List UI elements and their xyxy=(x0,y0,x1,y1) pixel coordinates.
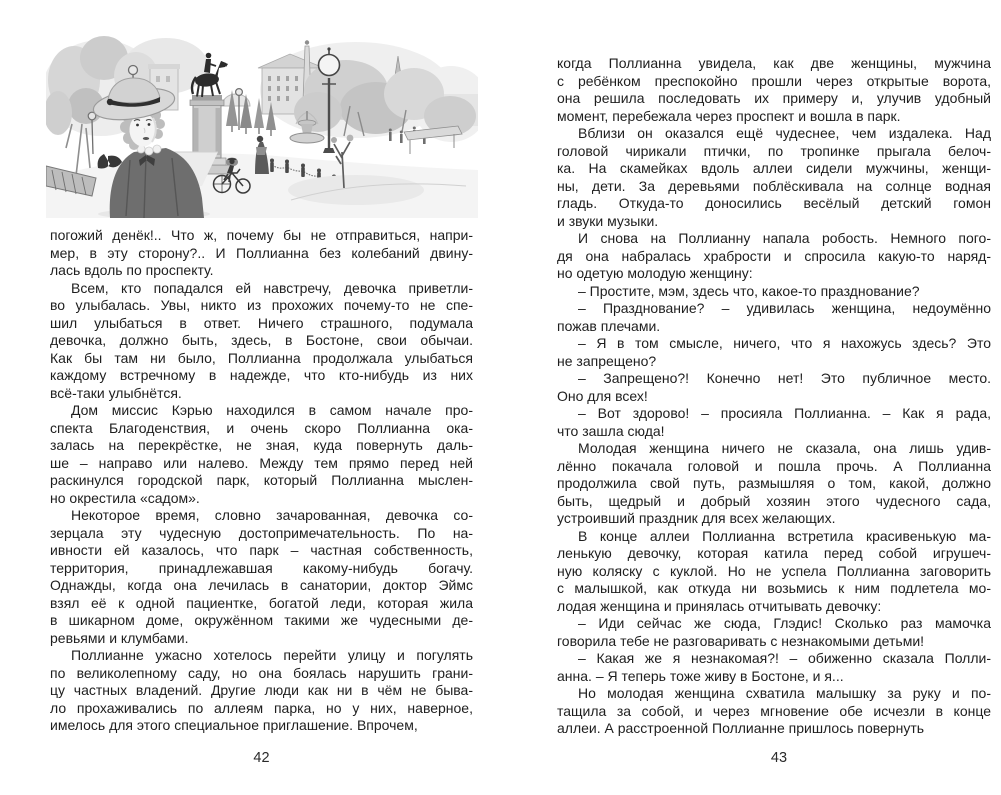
text-line: Всем, кто попадался ей навстречу, девочка приветли- xyxy=(71,279,473,296)
text-line: Поллианне ужасно хотелось перейти улицу и погулять xyxy=(71,647,473,663)
text-line: головой чирикали птички, по тропинке прыгала белоч- xyxy=(557,142,991,159)
text-line: мер, в эту сторону?.. И Поллианна без колебаний двину- xyxy=(50,244,473,261)
text-line: с малышкой, как откуда ни возьмись к ним подлетела мо- xyxy=(557,580,991,596)
text-line: – Простите, мэм, здесь что, какое-то празднование? xyxy=(578,282,920,299)
text-line: устроивший праздник для всех желающих. xyxy=(557,510,836,526)
text-line: пожав плечами. xyxy=(557,317,661,334)
text-line: каждому встречному в надежде, что кто-нибудь из них xyxy=(50,367,473,383)
text-line: Дом миссис Кэрью находился в самом начале про- xyxy=(71,402,473,418)
text-line: спекта Благоденствия, и очень скоро Поллианна ока- xyxy=(50,419,473,436)
text-line: – Празднование? – удивилась женщина, недоумённо xyxy=(578,300,991,316)
text-line: не запрещено? xyxy=(557,352,657,369)
text-line: ны, дети. За деревьями поблёскивала на солнце водная xyxy=(557,177,991,194)
strolling-lady xyxy=(255,136,269,174)
text-line: всё-таки улыбнётся. xyxy=(50,384,182,401)
text-line: В конце аллеи Поллианна встретила красивенькую ма- xyxy=(578,527,991,544)
text-line: она решила последовать их примеру и, улучив удобный xyxy=(557,90,991,106)
text-line: ную коляску с куклой. Но не успела Поллианна заговорить xyxy=(557,562,991,579)
text-line: ревьями и клумбами. xyxy=(50,629,189,646)
text-line: анна. – Я теперь тоже живу в Бостоне, и я... xyxy=(557,667,844,684)
text-line: Как бы там ни было, Поллианна продолжала улыбаться xyxy=(50,349,473,366)
text-line: ленькую девочку, которая катила перед собой игрушеч- xyxy=(557,545,991,561)
page-number-43: 43 xyxy=(770,750,788,766)
text-line: говорила тебе не разговаривать с незнакомыми детьми! xyxy=(557,632,925,649)
text-line: тащила за собой, и через мгновение обе исчезли в конце xyxy=(557,702,991,719)
text-line: Оно для всех! xyxy=(557,387,648,404)
text-line: лась вдоль по проспекту. xyxy=(50,262,214,278)
text-line: – Какая же я незнакомая?! – обиженно сказала Полли- xyxy=(578,650,991,666)
page-number-42: 42 xyxy=(253,750,270,766)
text-line: момент, перебежала через проспект и вошла в парк. xyxy=(557,107,901,124)
text-line: раскинулся городской парк, который Поллианна мыслен- xyxy=(50,472,473,488)
text-line: залась на перекрёстке, не зная, куда повернуть даль- xyxy=(50,437,473,453)
text-line: имелось для этого специальное приглашение. Впрочем, xyxy=(50,717,418,733)
text-line: И снова на Поллианну напала робость. Немного пого- xyxy=(578,230,991,246)
text-line: погожий денёк!.. Что ж, почему бы не отправиться, напри- xyxy=(50,227,473,243)
text-line: – Вот здорово! – просияла Поллианна. – Как я рада, xyxy=(578,405,991,421)
text-line: шил улыбаться в ответ. Ничего страшного, подумала xyxy=(50,314,473,331)
text-line: быть, щедрый и добрый хозяин этого чудесного сада, xyxy=(557,492,991,509)
text-line: ка. На скамейках вдоль аллеи сидели мужчины, женщи- xyxy=(557,160,991,176)
text-line: ше – направо или налево. Между тем прямо перед ней xyxy=(50,454,473,471)
text-line: что зашла сюда! xyxy=(557,422,665,439)
text-line: Молодая женщина ничего не сказала, она лишь удив- xyxy=(578,440,991,456)
text-line: Некоторое время, словно зачарованная, девочка со- xyxy=(71,507,473,523)
text-line: – Иди сейчас же сюда, Глэдис! Сколько раз мамочка xyxy=(578,615,991,631)
text-line: ивности ей казалось, что парк – частная собственность, xyxy=(50,542,473,558)
text-line: лённо покачала головой и пошла прочь. А Поллианна xyxy=(557,457,991,474)
text-line: но одетую молодую женщину: xyxy=(557,265,753,281)
text-line: Но молодая женщина схватила малышку за руку и по- xyxy=(578,685,991,701)
page-43 xyxy=(501,0,1001,795)
text-line: во улыбалась. Увы, никто из прохожих почему-то не спе- xyxy=(50,297,473,313)
page-43-text xyxy=(557,55,991,738)
text-line: – Запрещено?! Конечно нет! Это публичное место. xyxy=(578,370,991,386)
text-line: – Я в том смысле, ничего, что я нахожусь здесь? Это xyxy=(578,335,991,351)
text-line: гладь. Откуда-то доносились весёлый детский гомон xyxy=(557,195,991,211)
text-line: когда Поллианна увидела, как две женщины, мужчина xyxy=(557,55,991,71)
text-line: но окрестила «садом». xyxy=(50,489,200,506)
text-line: взял её к одной пациентке, богатой леди, которая жила xyxy=(50,594,473,611)
text-line: ло прохаживались по аллеям парка, но у них, наверное, xyxy=(50,699,473,716)
text-line: аллеи. А расстроенной Поллианне пришлось повернуть xyxy=(557,720,925,736)
park-scene-illustration xyxy=(46,26,478,218)
text-line: Однажды, когда она лечилась в санатории, доктор Эймс xyxy=(50,577,473,593)
text-line: продолжила свой путь, размышляя о том, какой, должно xyxy=(557,475,991,491)
text-line: лодая женщина и принялась отчитывать девочку: xyxy=(557,597,882,614)
text-line: зерцала эту чудесную достопримечательность. По на- xyxy=(50,524,473,541)
page-42-text xyxy=(50,227,473,735)
text-line: цу частных владений. Другие люди как ни в чём не быва- xyxy=(50,682,473,698)
text-line: в шикарном доме, окружённом такими же чудесными де- xyxy=(50,612,473,628)
text-line: девочка, должно быть, здесь, в Бостоне, свои обычаи. xyxy=(50,332,473,348)
text-line: по великолепному саду, но она боялась нарушить грани- xyxy=(50,664,473,681)
text-line: территория, принадлежавшая какому-нибудь богачу. xyxy=(50,559,473,576)
page-42 xyxy=(0,0,500,795)
text-line: с ребёнком преспокойно прошли через открытые ворота, xyxy=(557,72,991,89)
text-line: и звуки музыки. xyxy=(557,212,659,229)
text-line: Вблизи он оказался ещё чудеснее, чем издалека. Над xyxy=(578,125,991,141)
text-line: дя она набралась храбрости и спросила какую-то наряд- xyxy=(557,247,991,264)
